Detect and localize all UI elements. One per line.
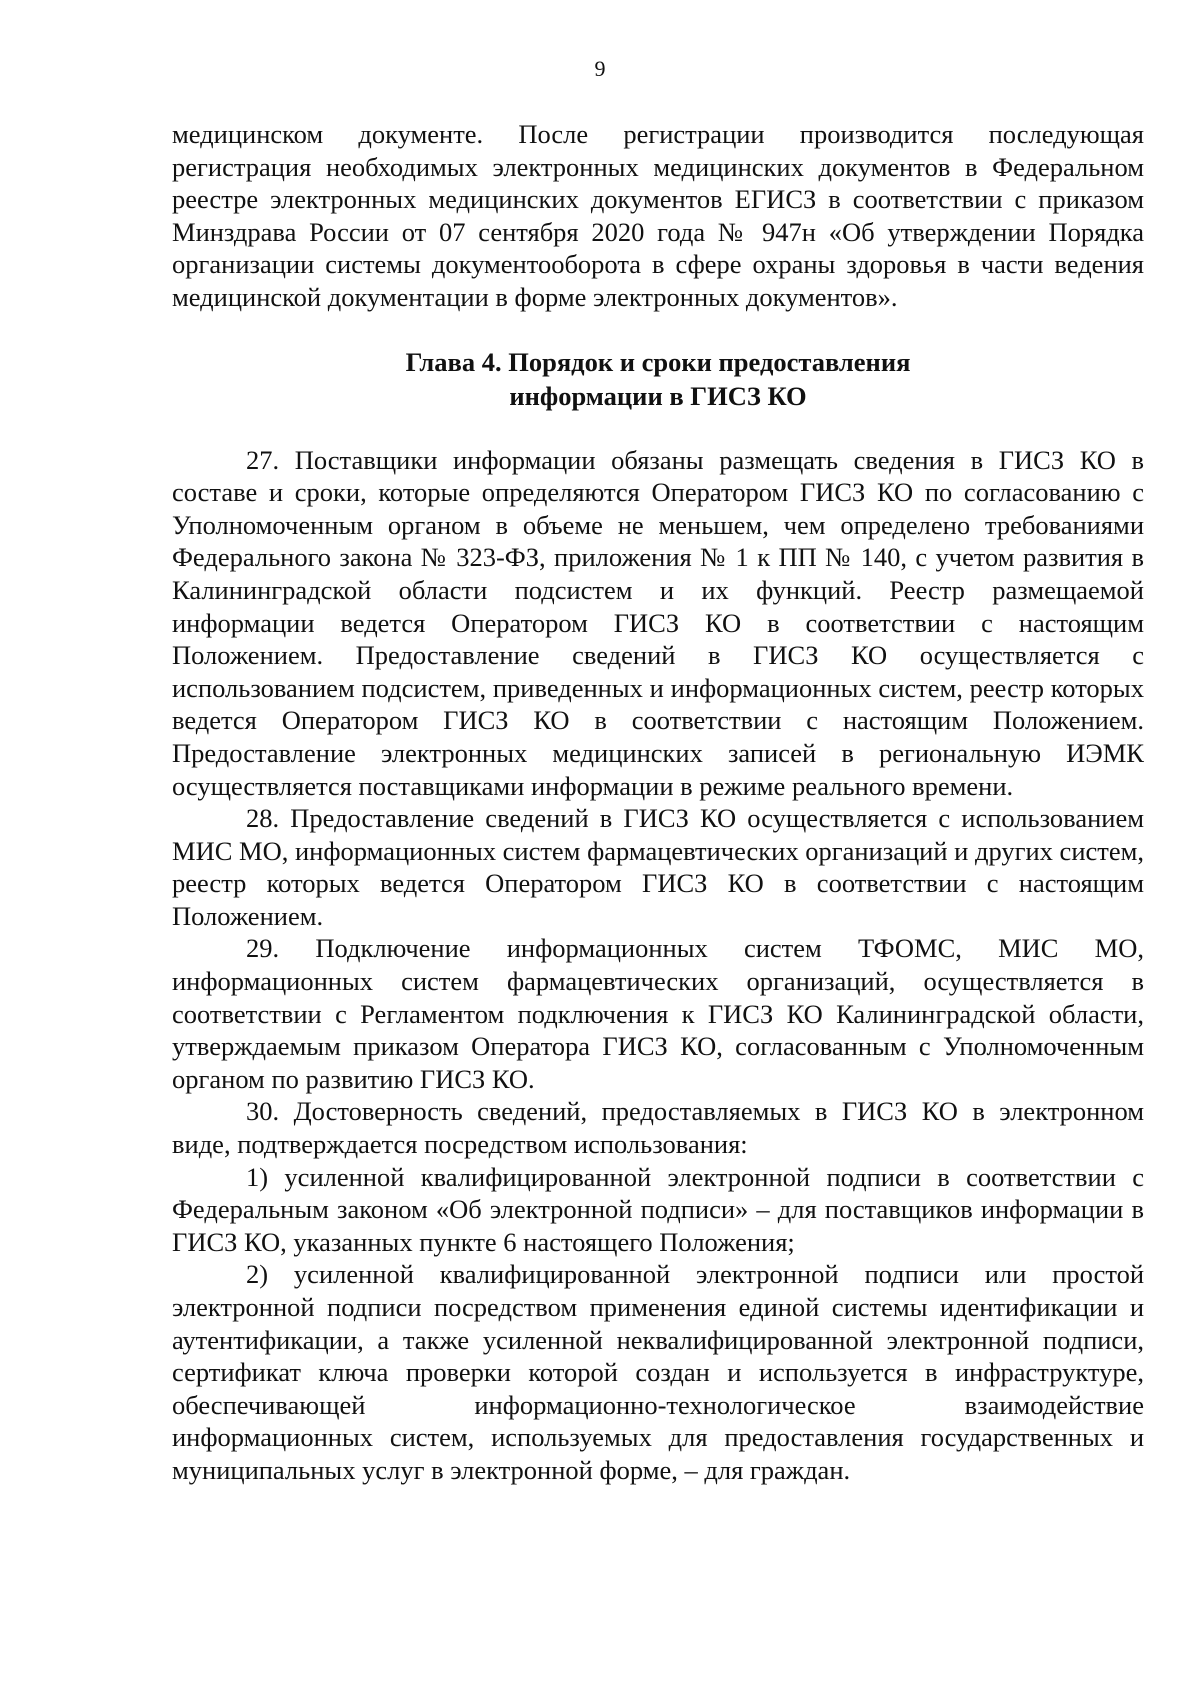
chapter-heading xyxy=(172,345,1144,413)
paragraph-30: 30. Достоверность сведений, предоставляемых в ГИСЗ КО в электронном виде, подтверждается посредством использования: xyxy=(172,1096,1144,1160)
paragraph-30-item-1: 1) усиленной квалифицированной электронной подписи в соответствии с Федеральным законом «Об электронной подписи» – для поставщиков информации в ГИСЗ КО, указанных пункте 6 настоящего Положения; xyxy=(172,1161,1144,1257)
document-body xyxy=(172,118,1144,1487)
page-number: 9 xyxy=(594,56,606,81)
chapter-heading-line-2: информации в ГИСЗ КО xyxy=(509,380,807,411)
chapter-heading-line-1: Глава 4. Порядок и сроки предоставления xyxy=(405,346,911,377)
paragraph-27: 27. Поставщики информации обязаны размещать сведения в ГИСЗ КО в составе и сроки, которые определяются Оператором ГИСЗ КО по согласованию с Уполномоченным органом в объеме не меньшем, чем определено требованиями Федерального закона № 323-ФЗ, приложения № 1 к ПП № 140, с учетом развития в Калининградской области подсистем и их функций. Реестр размещаемой информации ведется Оператором ГИСЗ КО в соответствии с настоящим Положением. Предоставление сведений в ГИСЗ КО осуществляется с использованием подсистем, приведенных и информационных систем, реестр которых ведется Оператором ГИСЗ КО в соответствии с настоящим Положением. Предоставление электронных медицинских записей в региональную ИЭМК осуществляется поставщиками информации в режиме реального времени. xyxy=(172,444,1144,801)
paragraph-28: 28. Предоставление сведений в ГИСЗ КО осуществляется с использованием МИС МО, информационных систем фармацевтических организаций и других систем, реестр которых ведется Оператором ГИСЗ КО в соответствии с настоящим Положением. xyxy=(172,803,1144,931)
paragraph-29: 29. Подключение информационных систем ТФОМС, МИС МО, информационных систем фармацевтических организаций, осуществляется в соответствии с Регламентом подключения к ГИСЗ КО Калининградской области, утверждаемым приказом Оператора ГИСЗ КО, согласованным с Уполномоченным органом по развитию ГИСЗ КО. xyxy=(172,933,1144,1094)
paragraph-30-item-2: 2) усиленной квалифицированной электронной подписи или простой электронной подписи посредством применения единой системы идентификации и аутентификации, а также усиленной неквалифицированной электронной подписи, сертификат ключа проверки которой создан и используется в инфраструктуре, обеспечивающей информационно-технологическое взаимодействие информационных систем, используемых для предоставления государственных и муниципальных услуг в электронной форме, – для граждан. xyxy=(172,1259,1144,1485)
intro-paragraph: медицинском документе. После регистрации производится последующая регистрация необходимых электронных медицинских документов в Федеральном реестре электронных медицинских документов ЕГИСЗ в соответствии с приказом Минздрава России от 07 сентября 2020 года № 947н «Об утверждении Порядка организации системы документооборота в сфере охраны здоровья в части ведения медицинской документации в форме электронных документов». xyxy=(172,119,1144,312)
